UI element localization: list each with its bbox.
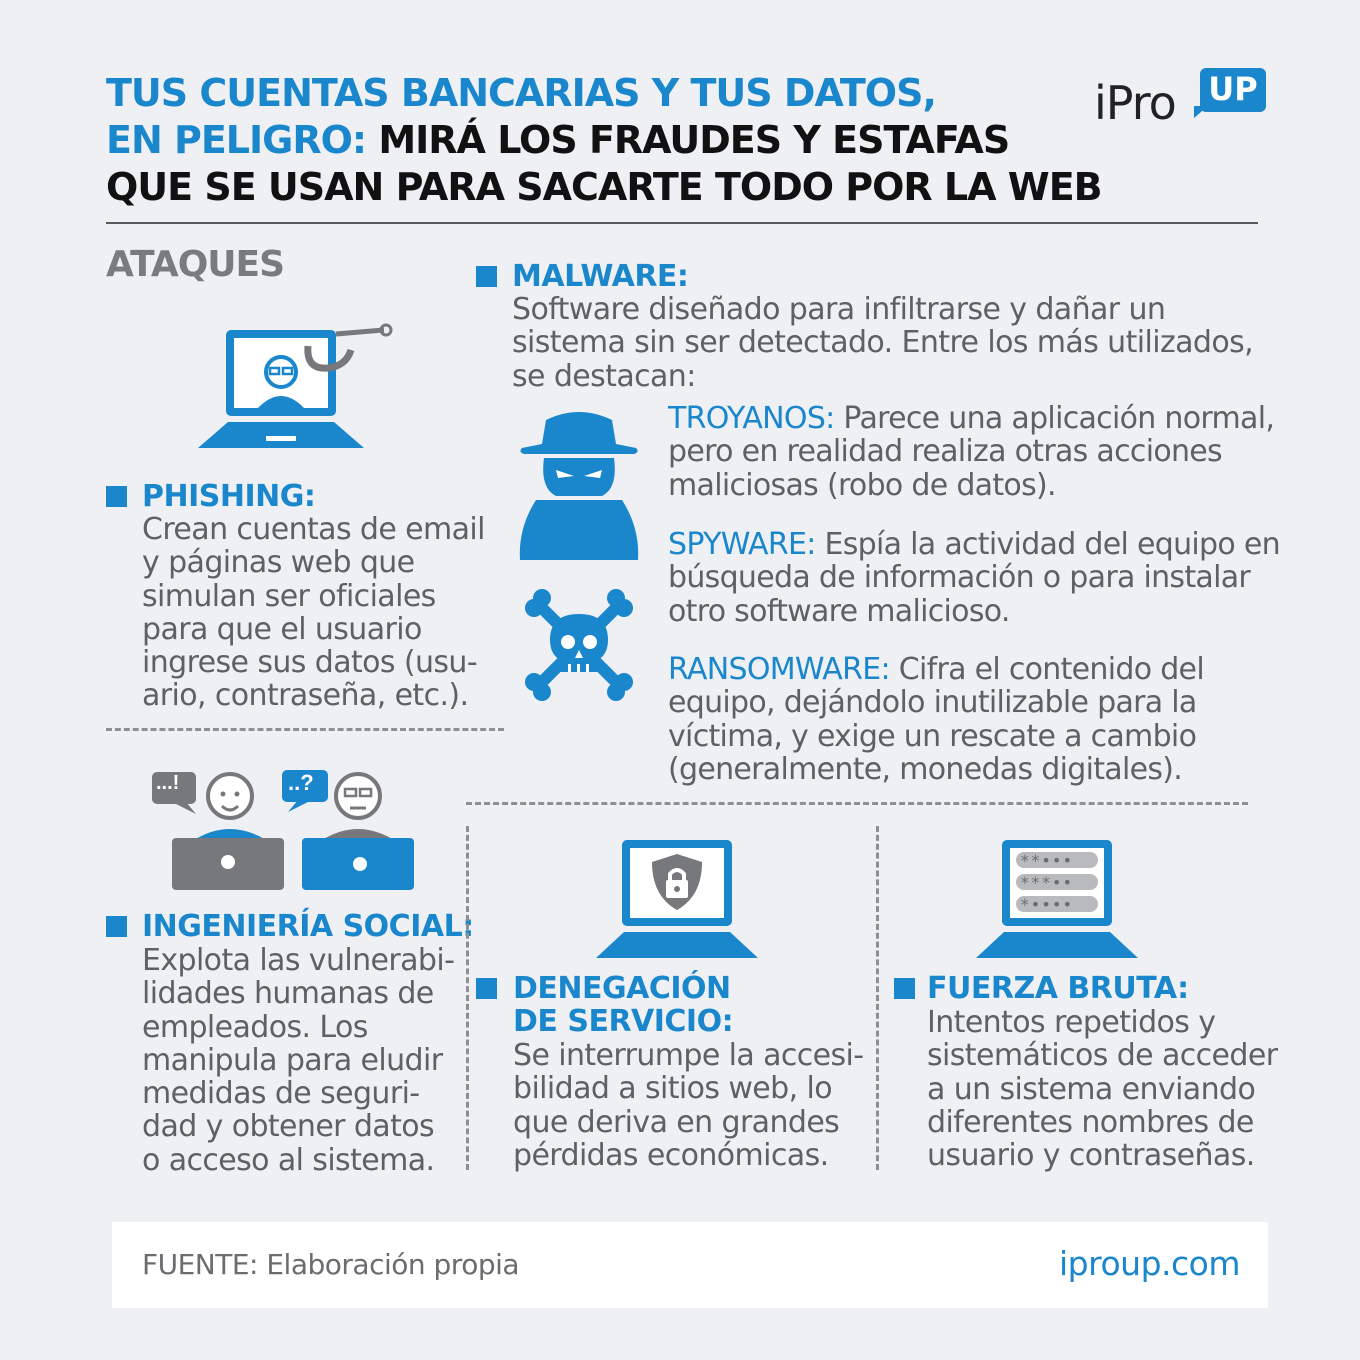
ransomware-line: equipo, dejándolo inutilizable para la <box>668 685 1197 721</box>
fuerza-description <box>927 1006 1277 1172</box>
phishing-line: para que el usuario <box>142 611 422 647</box>
ingenieria-line: medidas de seguri- <box>142 1076 420 1112</box>
social-engineering-icon <box>148 766 418 896</box>
fuerza-heading: FUERZA BRUTA: <box>927 971 1189 1006</box>
fuerza-line: diferentes nombres de <box>927 1104 1254 1140</box>
shield-laptop-icon <box>594 838 760 962</box>
malware-line: Software diseñado para infiltrarse y dañar un <box>512 292 1166 327</box>
section-title: ATAQUES <box>106 244 285 285</box>
page-title <box>106 70 1102 211</box>
logo-pointer-icon <box>1194 106 1208 120</box>
bubble-right-text: ..? <box>288 770 314 795</box>
ingenieria-line: dad y obtener datos <box>142 1109 435 1145</box>
ingenieria-line: Explota las vulnerabi- <box>142 943 455 978</box>
ingenieria-bullet <box>106 916 127 937</box>
spyware-item <box>668 528 1280 628</box>
footer <box>112 1222 1268 1308</box>
logo-badge: UP <box>1200 68 1266 112</box>
spyware-line: búsqueda de información o para instalar <box>668 560 1251 596</box>
phishing-line: simulan ser oficiales <box>142 578 436 614</box>
phishing-laptop-icon <box>196 316 396 458</box>
phishing-line: y páginas web que <box>142 545 415 581</box>
ransomware-item <box>668 653 1204 786</box>
site-link[interactable]: iproup.com <box>1059 1244 1240 1283</box>
denegacion-bullet <box>476 978 497 999</box>
ingenieria-line: lidades humanas de <box>142 976 434 1012</box>
phishing-line: ingrese sus datos (usu- <box>142 645 478 681</box>
malware-description <box>512 293 1253 393</box>
ingenieria-heading: INGENIERÍA SOCIAL: <box>142 909 474 944</box>
phishing-bullet <box>106 486 127 507</box>
phishing-heading: PHISHING: <box>142 479 316 514</box>
denegacion-heading <box>513 972 733 1038</box>
fuerza-bullet <box>894 978 915 999</box>
malware-bullet <box>476 266 497 287</box>
dashed-divider <box>106 728 504 731</box>
skull-crossbones-icon <box>522 588 636 702</box>
title-line-1: TUS CUENTAS BANCARIAS Y TUS DATOS, <box>106 71 936 115</box>
troyanos-item <box>668 402 1274 502</box>
spy-icon <box>516 408 642 564</box>
malware-line: sistema sin ser detectado. Entre los más utilizados, <box>512 325 1254 361</box>
denegacion-heading-line: DE SERVICIO: <box>513 1004 734 1039</box>
spyware-line: SPYWARE: Espía la actividad del equipo en <box>668 527 1280 562</box>
fuerza-line: a un sistema enviando <box>927 1071 1256 1107</box>
title-line-2: EN PELIGRO: MIRÁ LOS FRAUDES Y ESTAFAS <box>106 118 1010 162</box>
dashed-divider-vertical <box>466 826 469 1170</box>
malware-heading: MALWARE: <box>512 259 689 294</box>
denegacion-line: pérdidas económicas. <box>513 1137 829 1173</box>
denegacion-line: Se interrumpe la accesi- <box>513 1038 864 1073</box>
ingenieria-line: empleados. Los <box>142 1009 368 1045</box>
troyanos-line: TROYANOS: Parece una aplicación normal, <box>668 401 1275 436</box>
ransomware-line: (generalmente, monedas digitales). <box>668 751 1183 787</box>
people-laptops-icon <box>148 766 418 896</box>
denegacion-description <box>513 1039 864 1172</box>
ransomware-line: víctima, y exige un rescate a cambio <box>668 718 1197 754</box>
dashed-divider-vertical <box>876 826 879 1170</box>
password-laptop-icon <box>974 838 1140 962</box>
denegacion-line: bilidad a sitios web, lo <box>513 1071 832 1107</box>
ingenieria-description <box>142 944 454 1177</box>
header-divider <box>106 222 1258 224</box>
spyware-line: otro software malicioso. <box>668 593 1010 629</box>
title-line-3: QUE SE USAN PARA SACARTE TODO POR LA WEB <box>106 165 1102 209</box>
password-row: *•••• <box>1020 895 1074 914</box>
source-text: FUENTE: Elaboración propia <box>142 1248 520 1281</box>
denegacion-heading-line: DENEGACIÓN <box>513 971 731 1006</box>
troyanos-label: TROYANOS: <box>668 401 835 436</box>
ingenieria-line: manipula para eludir <box>142 1042 443 1078</box>
spyware-label: SPYWARE: <box>668 527 816 562</box>
dashed-divider <box>466 802 1248 805</box>
password-row: ***•• <box>1020 873 1074 892</box>
password-row: **••• <box>1020 851 1074 870</box>
troyanos-line: pero en realidad realiza otras acciones <box>668 434 1222 470</box>
fuerza-line: usuario y contraseñas. <box>927 1138 1255 1174</box>
troyanos-line: maliciosas (robo de datos). <box>668 467 1056 503</box>
password-rows <box>1020 850 1096 916</box>
phishing-line: ario, contraseña, etc.). <box>142 678 469 714</box>
fuerza-line: Intentos repetidos y <box>927 1005 1216 1040</box>
iproup-logo <box>1094 68 1274 138</box>
phishing-description <box>142 513 485 713</box>
ransomware-label: RANSOMWARE: <box>668 652 890 687</box>
phishing-line: Crean cuentas de email <box>142 512 485 547</box>
malware-line: se destacan: <box>512 358 696 394</box>
ingenieria-line: o acceso al sistema. <box>142 1142 435 1178</box>
ransomware-line: RANSOMWARE: Cifra el contenido del <box>668 652 1204 687</box>
logo-text: iPro <box>1094 76 1176 130</box>
bubble-left-text: ...! <box>156 772 180 794</box>
denegacion-line: que deriva en grandes <box>513 1104 840 1140</box>
fuerza-line: sistemáticos de acceder <box>927 1038 1278 1074</box>
